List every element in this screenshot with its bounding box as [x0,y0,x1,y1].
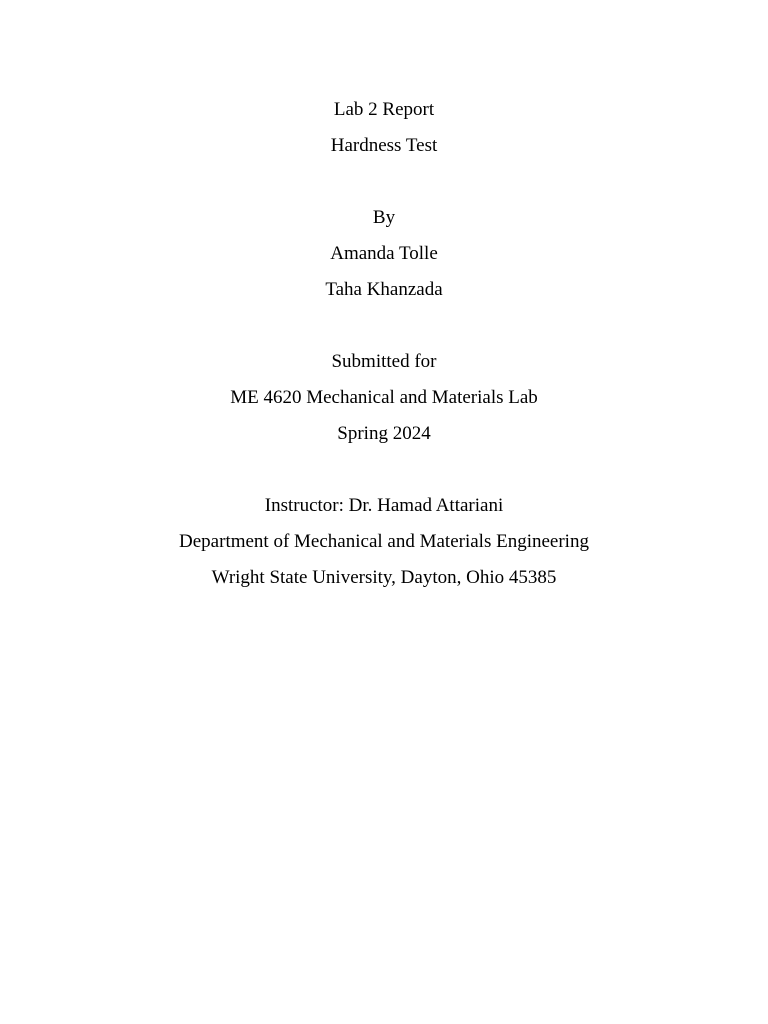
department: Department of Mechanical and Materials Engineering [179,531,589,552]
spacer [0,164,768,200]
university: Wright State University, Dayton, Ohio 45385 [211,567,557,588]
term: Spring 2024 [337,423,431,444]
instructor: Instructor: Dr. Hamad Attariani [264,495,504,516]
author-name: Amanda Tolle [330,243,438,264]
spacer [0,452,768,488]
submitted-label: Submitted for [331,351,437,372]
spacer [0,308,768,344]
title-page-block [0,92,768,596]
by-label: By [372,207,396,228]
author-name: Taha Khanzada [325,279,443,300]
report-title: Lab 2 Report [333,99,435,120]
course-name: ME 4620 Mechanical and Materials Lab [230,387,538,408]
report-subtitle: Hardness Test [330,135,438,156]
